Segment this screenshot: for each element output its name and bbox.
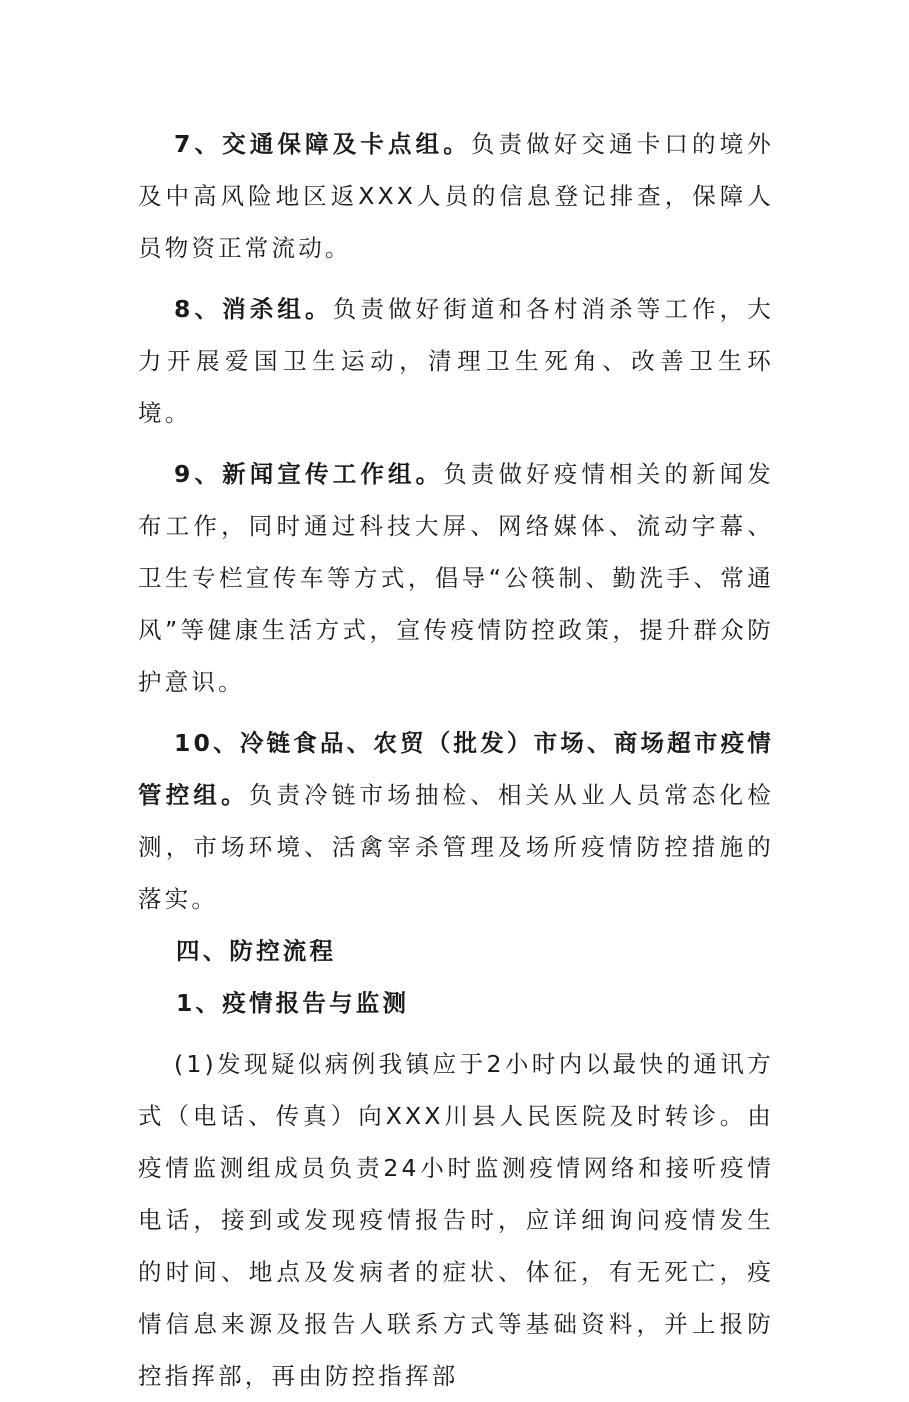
- section-title: 四、防控流程: [176, 937, 337, 965]
- body-paragraph: (1)发现疑似病例我镇应于2小时内以最快的通讯方式（电话、传真）向XXX川县人民医院及时转诊。由疫情监测组成员负责24小时监测疫情网络和接听疫情电话，接到或发现疫情报告时，应详细询问疫情发生的时间、地点及发病者的症状、体征，有无死亡，疫情信息来源及报告人联系方式等基础资料，并上报防控指挥部，再由防控指挥部: [138, 1050, 774, 1390]
- item-9-paragraph: [138, 448, 774, 708]
- item-9-body: 负责做好疫情相关的新闻发布工作，同时通过科技大屏、网络媒体、流动字幕、卫生专栏宣传车等方式，倡导“公筷制、勤洗手、常通风”等健康生活方式，宣传疫情防控政策，提升群众防护意识。: [138, 460, 774, 696]
- item-10-paragraph: [138, 717, 774, 925]
- item-8-heading: 8、消杀组。: [174, 295, 333, 323]
- item-9-heading: 9、新闻宣传工作组。: [174, 460, 444, 488]
- item-7-paragraph: [138, 118, 774, 274]
- item-8-paragraph: [138, 283, 774, 439]
- item-10-heading: 10、冷链食品、农贸（批发）市场、商场超市疫情管控组。: [138, 729, 774, 809]
- document-page: [138, 118, 774, 1402]
- item-7-heading: 7、交通保障及卡点组。: [174, 130, 471, 158]
- item-8-body: 负责做好街道和各村消杀等工作，大力开展爱国卫生运动，清理卫生死角、改善卫生环境。: [138, 295, 774, 427]
- subsection-title: 1、疫情报告与监测: [176, 989, 410, 1017]
- item-10-body: 负责冷链市场抽检、相关从业人员常态化检测，市场环境、活禽宰杀管理及场所疫情防控措施的落实。: [138, 781, 774, 913]
- item-7-body: 负责做好交通卡口的境外及中高风险地区返XXX人员的信息登记排查，保障人员物资正常流动。: [138, 130, 774, 262]
